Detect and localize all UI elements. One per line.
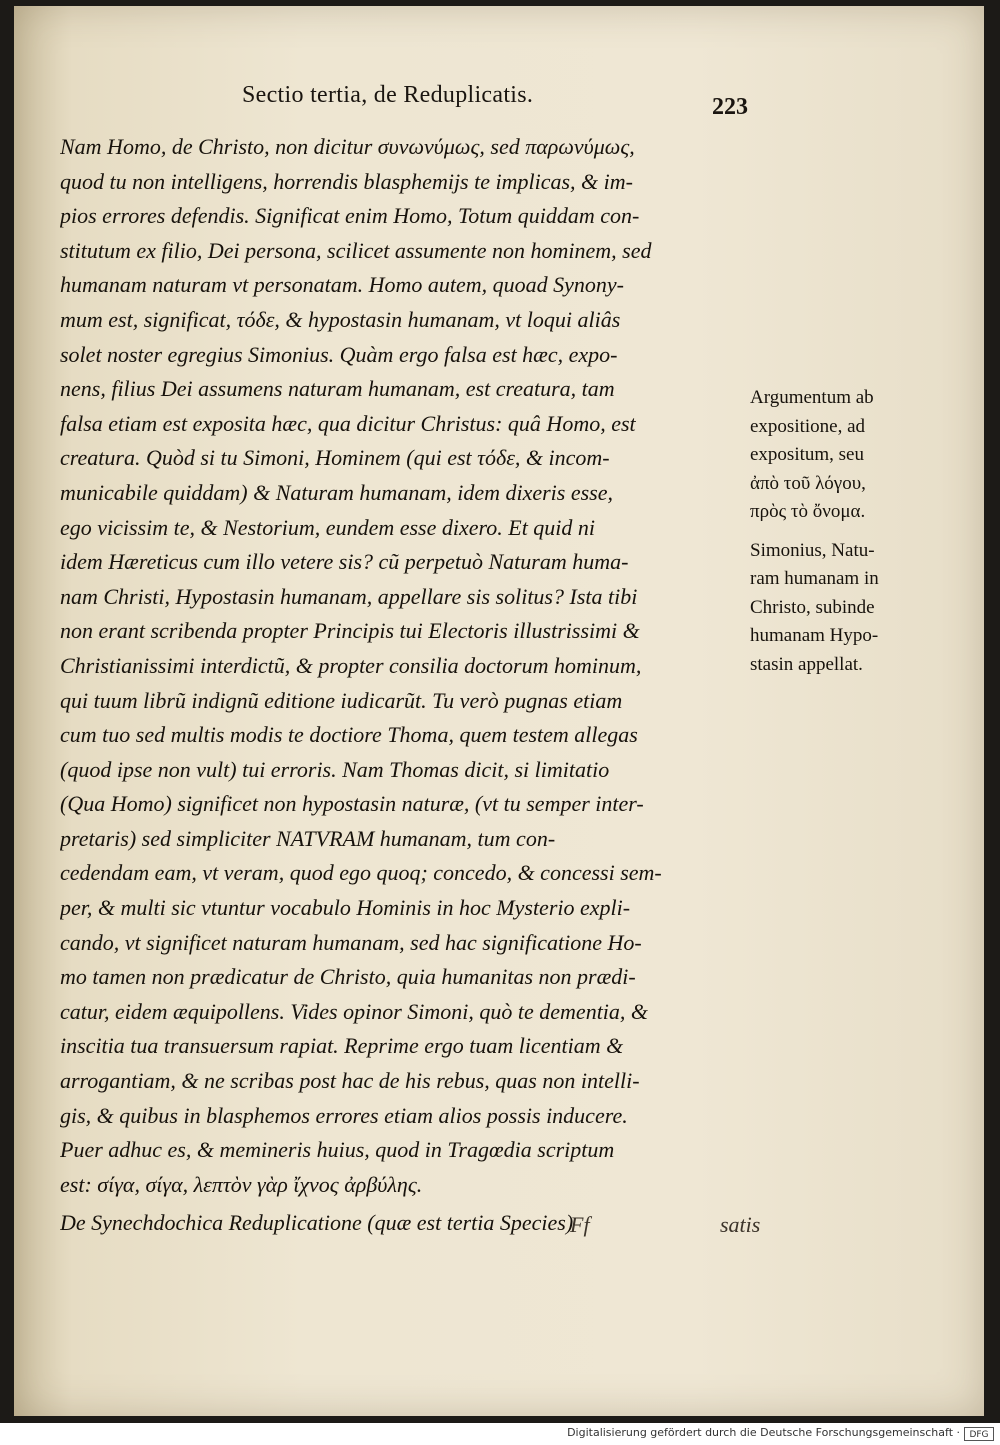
section-heading-line: De Synechdochica Reduplicatione (quæ est tertia Species) bbox=[60, 1210, 574, 1236]
dfg-logo: DFG bbox=[964, 1427, 994, 1441]
text-line: mum est, significat, τόδε, & hypostasin humanam, vt loqui aliâs bbox=[60, 306, 621, 332]
text-line: solet noster egregius Simonius. Quàm ergo falsa est hæc, expo- bbox=[60, 341, 618, 367]
footer-bar bbox=[0, 1423, 1000, 1445]
marginal-note-line: ἀπὸ τοῦ λόγου, bbox=[750, 472, 866, 494]
marginal-note-line: expositum, seu bbox=[750, 444, 864, 465]
text-line: inscitia tua transuersum rapiat. Reprime ergo tuam licentiam & bbox=[60, 1033, 624, 1059]
text-line: pios errores defendis. Significat enim Homo, Totum quiddam con- bbox=[60, 203, 640, 229]
text-line: gis, & quibus in blasphemos errores etiam alios possis inducere. bbox=[60, 1102, 628, 1128]
text-line: cando, vt significet naturam humanam, sed hac significatione Ho- bbox=[60, 929, 642, 955]
signature-mark: Ff bbox=[570, 1212, 590, 1237]
marginal-note-line: expositione, ad bbox=[750, 415, 866, 437]
catchword: satis bbox=[720, 1212, 761, 1237]
text-line: quod tu non intelligens, horrendis blasphemijs te implicas, & im- bbox=[60, 168, 633, 194]
text-line: cum tuo sed multis modis te doctiore Thoma, quem testem allegas bbox=[60, 722, 638, 748]
text-line: Puer adhuc es, & memineris huius, quod in Tragœdia scriptum bbox=[60, 1137, 615, 1163]
text-line: creatura. Quòd si tu Simoni, Hominem (qui est τόδε, & incom- bbox=[60, 445, 610, 471]
text-line: per, & multi sic vtuntur vocabulo Hominis in hoc Mysterio expli- bbox=[60, 895, 631, 921]
marginal-notes bbox=[750, 384, 980, 679]
text-line: ego vicissim te, & Nestorium, eundem esse dixero. Et quid ni bbox=[60, 514, 596, 540]
text-line: catur, eidem æquipollens. Vides opinor Simoni, quò te dementia, & bbox=[60, 998, 649, 1024]
text-line: (quod ipse non vult) tui erroris. Nam Thomas dicit, si limitatio bbox=[60, 756, 610, 782]
marginal-note-line: Argumentum ab bbox=[750, 387, 874, 408]
text-line: falsa etiam est exposita hæc, qua dicitur Christus: quâ Homo, est bbox=[60, 410, 636, 436]
book-page bbox=[14, 6, 984, 1416]
marginal-note-line: Simonius, Natu- bbox=[750, 539, 875, 561]
marginal-note-line: Christo, subinde bbox=[750, 596, 875, 618]
text-line: Christianissimi interdictũ, & propter consilia doctorum hominum, bbox=[60, 652, 642, 678]
text-line: nam Christi, Hypostasin humanam, appellare sis solitus? Ista tibi bbox=[60, 583, 638, 609]
text-line: cedendam eam, vt veram, quod ego quoq; concedo, & concessi sem- bbox=[60, 860, 662, 886]
marginal-note-line: πρὸς τὸ ὄνομα. bbox=[750, 501, 866, 522]
marginal-note-line: ram humanam in bbox=[750, 568, 879, 589]
text-line: idem Hæreticus cum illo vetere sis? cũ perpetuò Naturam huma- bbox=[60, 549, 629, 575]
text-line: (Qua Homo) significet non hypostasin naturæ, (vt tu semper inter- bbox=[60, 791, 644, 817]
page-number: 223 bbox=[712, 94, 748, 120]
marginal-note-line: humanam Hypo- bbox=[750, 625, 879, 646]
text-line: qui tuum librũ indignũ editione iudicarũt. Tu verò pugnas etiam bbox=[60, 687, 623, 713]
text-line: Nam Homo, de Christo, non dicitur συνωνύμως, sed παρωνύμως, bbox=[60, 134, 635, 159]
text-line: nens, filius Dei assumens naturam humanam, est creatura, tam bbox=[60, 376, 615, 402]
text-line: est: σίγα, σίγα, λεπτὸν γὰρ ἴχνος ἀρβύλης. bbox=[60, 1171, 423, 1197]
text-line: pretaris) sed simpliciter NATVRAM humanam, tum con- bbox=[60, 825, 556, 851]
text-line: municabile quiddam) & Naturam humanam, idem dixeris esse, bbox=[60, 479, 613, 505]
body-text bbox=[60, 130, 760, 1241]
funding-credit: Digitalisierung gefördert durch die Deutsche Forschungsgemeinschaft · bbox=[567, 1426, 960, 1439]
text-line: stitutum ex filio, Dei persona, scilicet assumente non hominem, sed bbox=[60, 237, 652, 263]
text-line: non erant scribenda propter Principis tui Electoris illustrissimi & bbox=[60, 618, 640, 644]
marginal-note-line: stasin appellat. bbox=[750, 653, 863, 675]
running-head: Sectio tertia, de Reduplicatis. bbox=[242, 82, 534, 108]
text-line: humanam naturam vt personatam. Homo autem, quoad Synony- bbox=[60, 272, 624, 298]
text-line: arrogantiam, & ne scribas post hac de his rebus, quas non intelli- bbox=[60, 1068, 640, 1094]
text-line: mo tamen non prædicatur de Christo, quia humanitas non prædi- bbox=[60, 964, 636, 990]
